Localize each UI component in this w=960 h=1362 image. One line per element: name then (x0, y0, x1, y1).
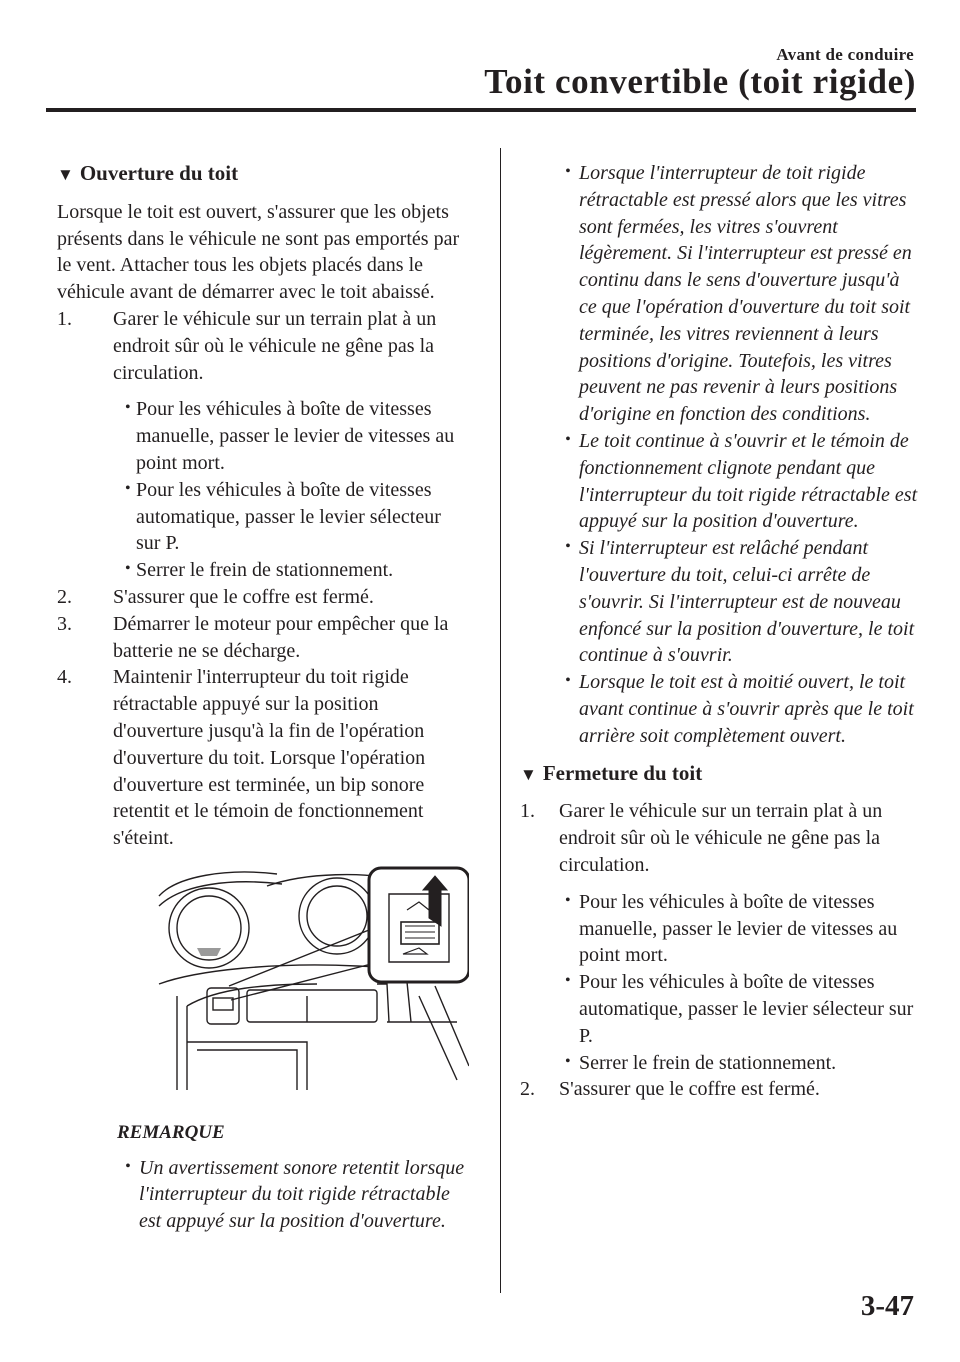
retractable-roof-switch-illustration (157, 866, 469, 1090)
running-header-section: Avant de conduire (776, 45, 914, 64)
step-item: 4. Maintenir l'interrupteur du toit rigide rétractable appuyé sur la position d'ouverture jusqu'à la fin de l'opération d'ouverture du toit. Lorsque l'opération d'ouverture est terminée, un bip sonore retentit et le témoin de fonctionnement s'éteint. (57, 666, 426, 850)
bullet-item: • Serrer le frein de stationnement. (565, 1051, 837, 1074)
note-bullet: • Le toit continue à s'ouvrir et le témoin de fonctionnement clignote pendant que l'interrupteur du toit rigide rétractable est appuyé sur la position d'ouverture. (565, 429, 918, 533)
note-title: REMARQUE (117, 1121, 225, 1143)
step-item: 2. S'assurer que le coffre est fermé. (520, 1078, 820, 1101)
triangle-bullet-icon: ▼ (520, 764, 537, 784)
bullet-item: • Pour les véhicules à boîte de vitesses manuelle, passer le levier de vitesses au point mort. (125, 398, 455, 474)
header-rule (46, 108, 916, 112)
note-bullet: • Lorsque l'interrupteur de toit rigide rétractable est pressé alors que les vitres sont fermées, les vitres s'ouvrent légèrement. Si l'interrupteur est pressé en continu dans le sens d'ouverture jusqu'à ce que l'opération d'ouverture du toit soit terminée, les vitres reviennent à leurs positions d'origine. Toutefois, les vitres peuvent ne pas revenir à leurs positions d'origine en fonction des conditions. (565, 162, 912, 426)
triangle-bullet-icon: ▼ (57, 165, 74, 184)
left-column (57, 160, 469, 1235)
running-header-title: Toit convertible (toit rigide) (484, 62, 916, 101)
note-bullet: • Lorsque le toit est à moitié ouvert, le toit avant continue à s'ouvrir après que le toit arrière soit complètement ouvert. (565, 671, 914, 747)
note-bullet: • Un avertissement sonore retentit lorsque l'interrupteur du toit rigide rétractable est appuyé sur la position d'ouverture. (125, 1156, 465, 1233)
bullet-item: • Pour les véhicules à boîte de vitesses automatique, passer le levier sélecteur sur P. (565, 971, 914, 1047)
switch-zoom-callout (369, 868, 469, 982)
step-item: 3. Démarrer le moteur pour empêcher que la batterie ne se décharge. (57, 612, 449, 662)
section-heading-closing: ▼ Fermeture du toit (520, 760, 918, 789)
column-divider (500, 148, 501, 1293)
bullet-item: • Pour les véhicules à boîte de vitesses automatique, passer le levier sélecteur sur P. (125, 478, 441, 555)
bullet-item: • Serrer le frein de stationnement. (125, 559, 394, 582)
right-column (520, 160, 918, 1103)
step-item: 1. Garer le véhicule sur un terrain plat à un endroit sûr où le véhicule ne gêne pas la circulation. (520, 800, 883, 876)
step-item: 1. Garer le véhicule sur un terrain plat à un endroit sûr où le véhicule ne gêne pas la circulation. (57, 307, 437, 384)
step-item: 2. S'assurer que le coffre est fermé. (57, 585, 374, 608)
intro-paragraph: Lorsque le toit est ouvert, s'assurer que les objets présents dans le véhicule ne sont pas emportés par le vent. Attacher tous les objets placés dans le véhicule avant de démarrer avec le toit abaissé. (57, 200, 460, 304)
note-bullet: • Si l'interrupteur est relâché pendant l'ouverture du toit, celui-ci arrête de s'ouvrir. Si l'interrupteur est de nouveau enfoncé sur la position d'ouverture, le toit continue à s'ouvrir. (565, 537, 915, 667)
section-heading-opening: ▼ Ouverture du toit (57, 160, 469, 189)
bullet-item: • Pour les véhicules à boîte de vitesses manuelle, passer le levier de vitesses au point mort. (565, 890, 898, 967)
page-number: 3-47 (860, 1290, 914, 1322)
